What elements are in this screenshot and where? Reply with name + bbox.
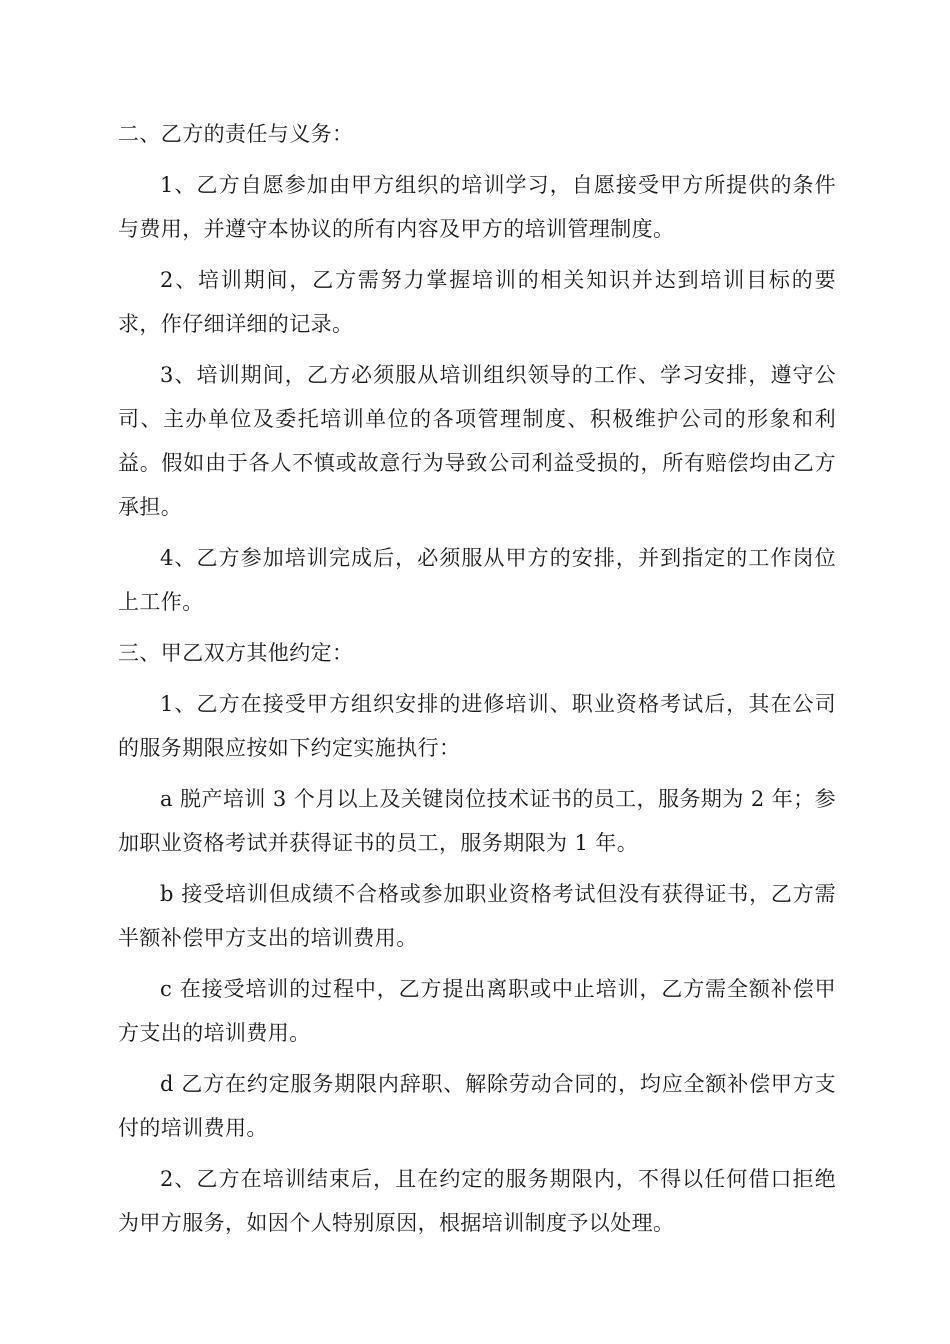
section-heading-party-b-duties: 二、乙方的责任与义务： <box>118 122 354 146</box>
sub-clause-paragraph: b 接受培训但成绩不合格或参加职业资格考试但没有获得证书，乙方需半额补偿甲方支出的培训费用。 <box>118 882 836 950</box>
clause-paragraph: 3、培训期间，乙方必须服从培训组织领导的工作、学习安排，遵守公司、主办单位及委托培训单位的各项管理制度、积极维护公司的形象和利益。假如由于各人不慎或故意行为导致公司利益受损的，所有赔偿均由乙方承担。 <box>118 363 836 519</box>
sub-clause-paragraph: a 脱产培训 3 个月以上及关键岗位技术证书的员工，服务期为 2 年；参加职业资格考试并获得证书的员工，服务期限为 1 年。 <box>118 787 836 855</box>
clause-paragraph: 4、乙方参加培训完成后，必须服从甲方的安排，并到指定的工作岗位上工作。 <box>118 546 836 614</box>
document-body <box>118 112 836 1252</box>
sub-clause-paragraph: d 乙方在约定服务期限内辞职、解除劳动合同的，均应全额补偿甲方支付的培训费用。 <box>118 1072 836 1140</box>
section-heading-other-agreements: 三、甲乙双方其他约定： <box>118 641 354 665</box>
clause-paragraph: 2、乙方在培训结束后，且在约定的服务期限内，不得以任何借口拒绝为甲方服务，如因个人特别原因，根据培训制度予以处理。 <box>118 1167 836 1235</box>
clause-paragraph: 1、乙方在接受甲方组织安排的进修培训、职业资格考试后，其在公司的服务期限应按如下约定实施执行： <box>118 692 836 760</box>
clause-paragraph: 1、乙方自愿参加由甲方组织的培训学习，自愿接受甲方所提供的条件与费用，并遵守本协议的所有内容及甲方的培训管理制度。 <box>118 173 836 241</box>
clause-paragraph: 2、培训期间，乙方需努力掌握培训的相关知识并达到培训目标的要求，作仔细详细的记录。 <box>118 268 836 336</box>
sub-clause-paragraph: c 在接受培训的过程中，乙方提出离职或中止培训，乙方需全额补偿甲方支出的培训费用。 <box>118 977 836 1045</box>
